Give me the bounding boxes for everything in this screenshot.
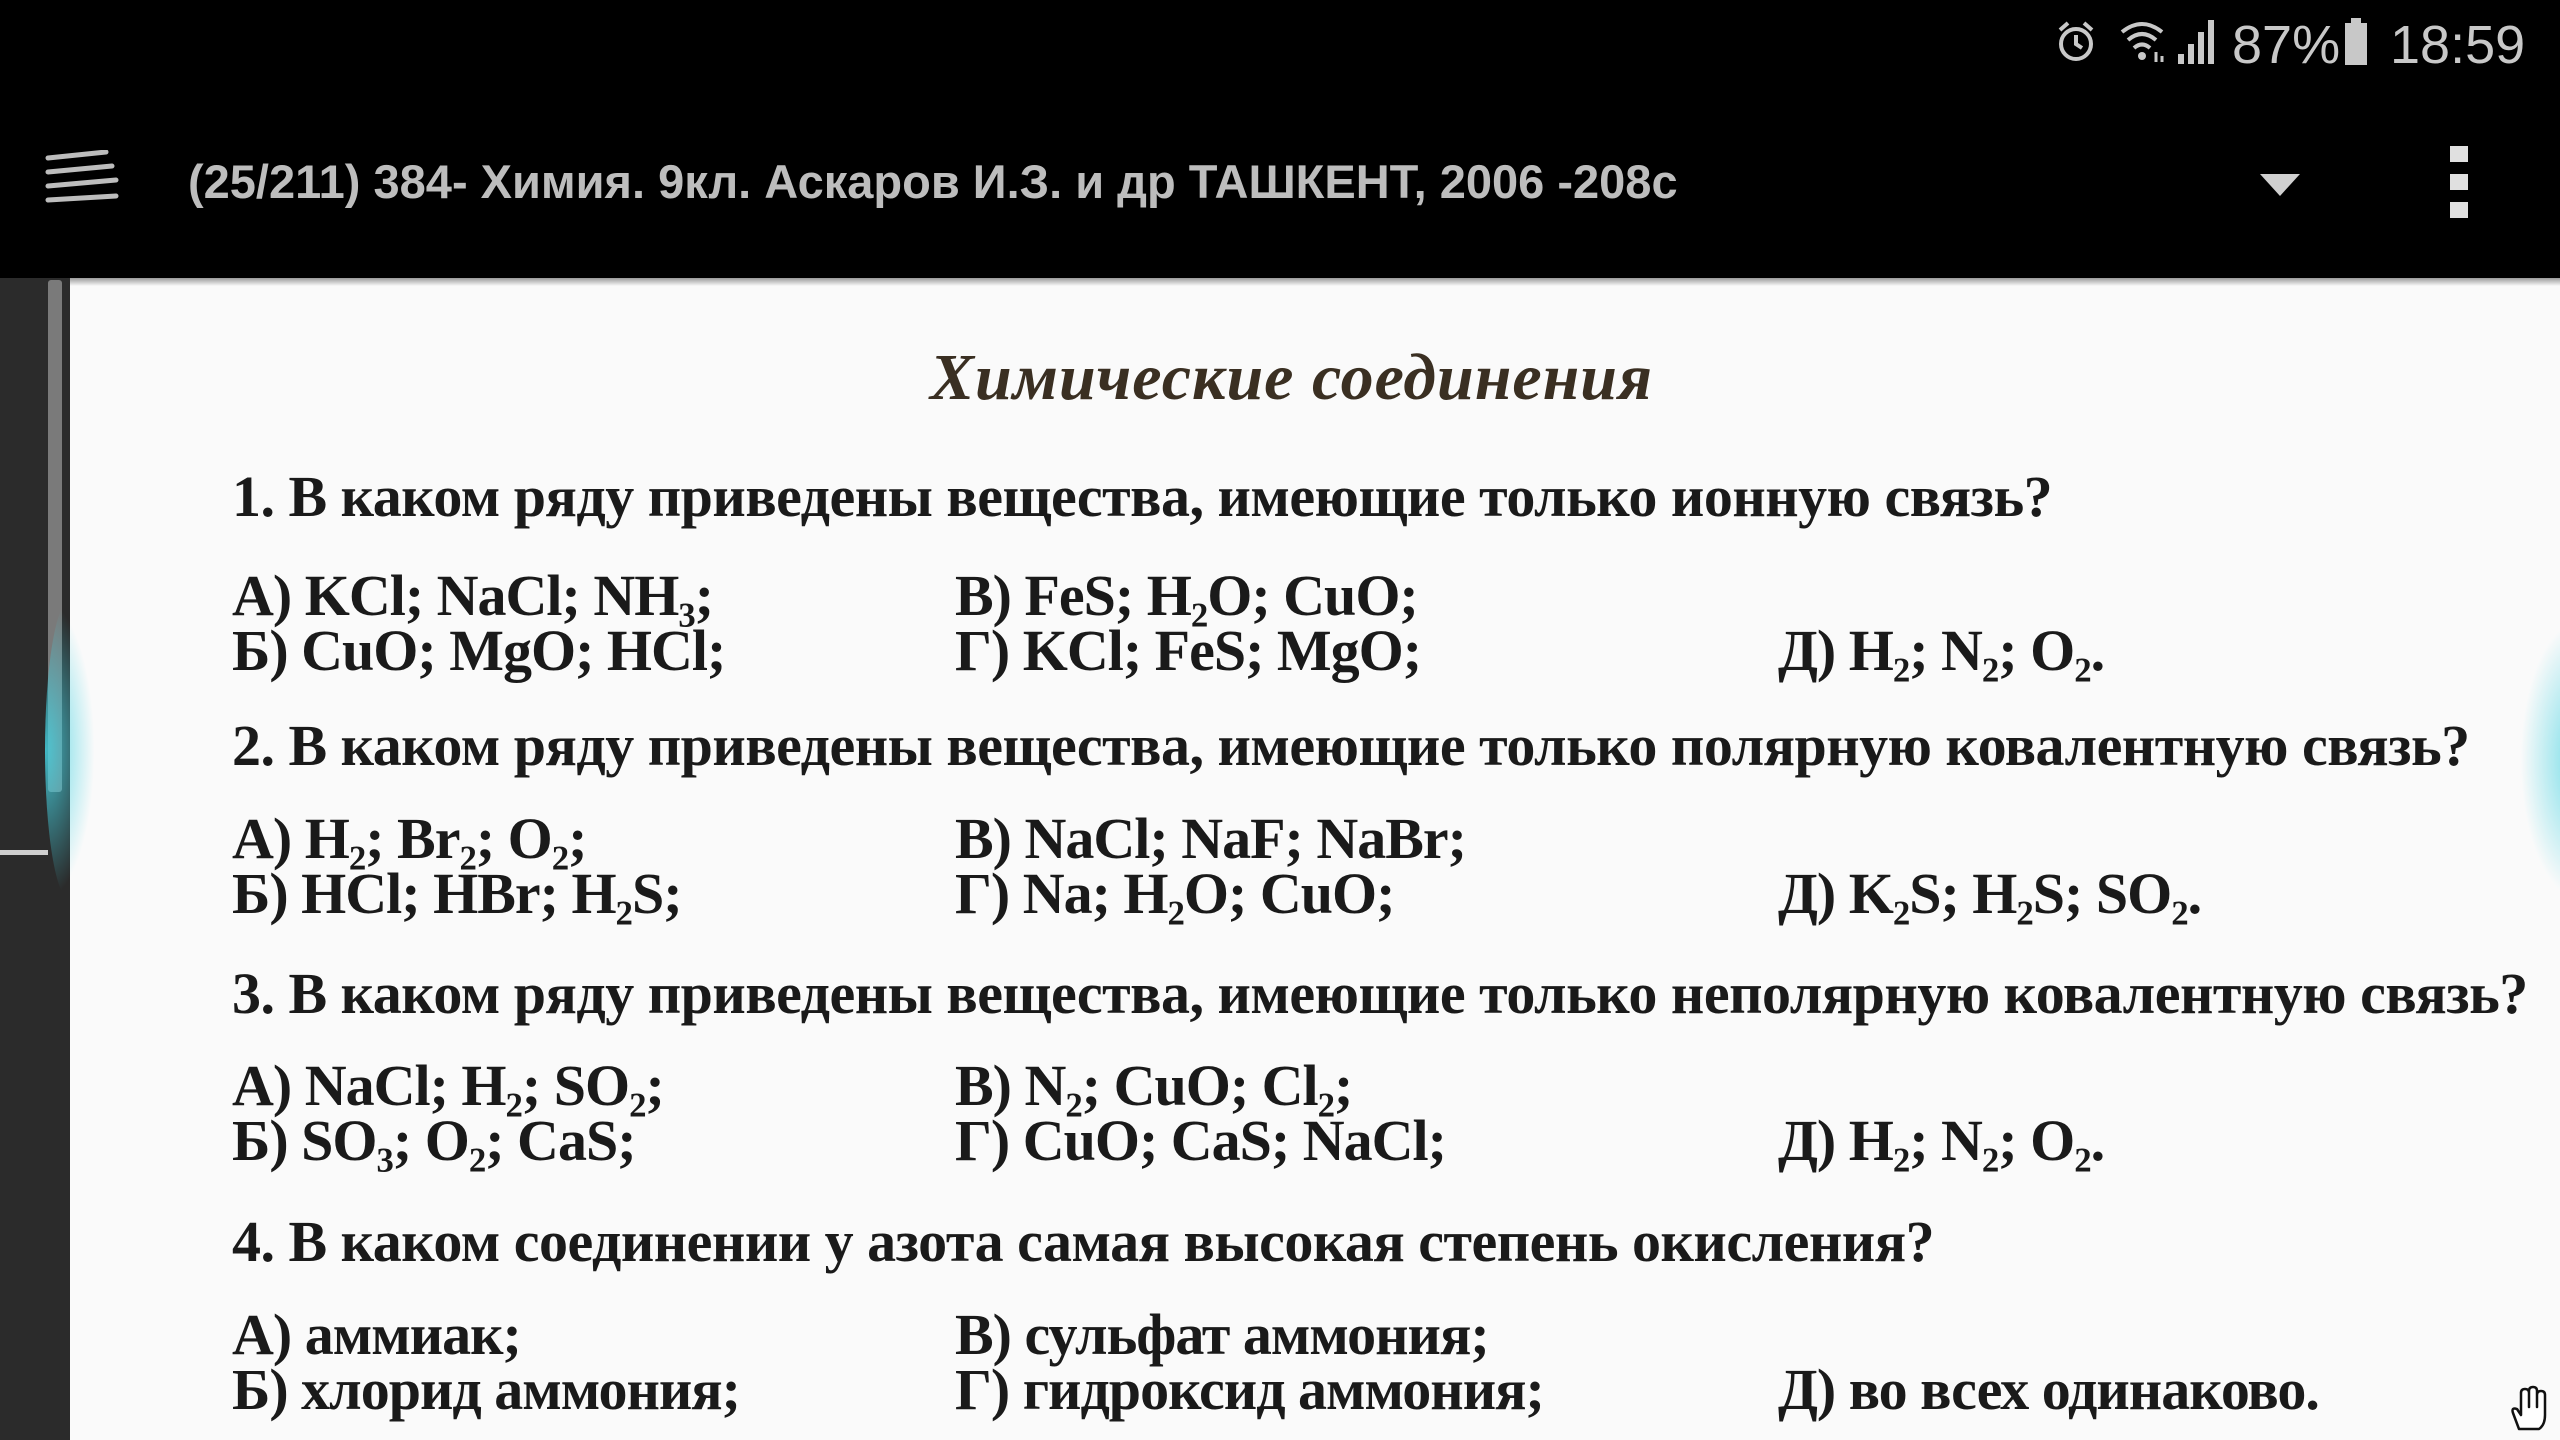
q2-option-b: Б) HCl; HBr; H₂S; [232,861,682,926]
page-shadow [70,278,2560,286]
document-title[interactable]: (25/211) 384- Химия. 9кл. Аскаров И.З. и др ТАШКЕНТ, 2006 -208с [188,155,1678,208]
battery-percent: 87% [2232,15,2341,75]
menu-lines-icon[interactable] [44,150,120,210]
clock: 18:59 [2390,15,2526,75]
question-1: 1. В каком ряду приведены вещества, имеющие только ионную связь? [232,464,2053,529]
q2-option-d: Д) K₂S; H₂S; SO₂. [1778,861,2202,926]
chapter-heading: Химические соединения [930,341,1653,414]
q2-option-v: В) NaCl; NaF; NaBr; [955,806,1466,871]
hand-cursor-icon [2505,1385,2553,1433]
alarm-icon [2054,18,2098,66]
q1-option-g: Г) KCl; FeS; MgO; [955,618,1422,683]
q4-option-g: Г) гидроксид аммония; [955,1357,1544,1422]
signal-icon [2176,18,2220,66]
question-4: 4. В каком соединении у азота самая высокая степень окисления? [232,1209,1935,1274]
status-bar [0,0,2560,90]
q4-option-v: В) сульфат аммония; [955,1302,1489,1367]
edge-glow-left [45,600,95,900]
q1-option-d: Д) H₂; N₂; O₂. [1778,618,2105,683]
q3-option-g: Г) CuO; CaS; NaCl; [955,1108,1446,1173]
question-2: 2. В каком ряду приведены вещества, имеющие только полярную ковалентную связь? [232,713,2470,778]
q4-option-d: Д) во всех одинаково. [1778,1357,2319,1422]
q1-option-b: Б) CuO; MgO; HCl; [232,618,726,683]
q2-option-g: Г) Na; H₂O; CuO; [955,861,1395,926]
more-vert-icon[interactable] [2448,144,2472,220]
q3-option-a: А) NaCl; H₂; SO₂; [232,1053,664,1118]
q4-option-a: А) аммиак; [232,1302,521,1367]
q3-option-v: В) N₂; CuO; Cl₂; [955,1053,1353,1118]
app-bar [0,90,2560,278]
dropdown-arrow-icon[interactable] [2258,172,2302,198]
q4-option-b: Б) хлорид аммония; [232,1357,740,1422]
panel-divider [0,850,48,855]
q3-option-d: Д) H₂; N₂; O₂. [1778,1108,2105,1173]
battery-icon [2343,18,2369,66]
q2-option-a: А) H₂; Br₂; O₂; [232,806,587,871]
q1-option-v: В) FeS; H₂O; CuO; [955,563,1418,628]
wifi-icon [2118,16,2166,66]
question-3: 3. В каком ряду приведены вещества, имеющие только неполярную ковалентную связь? [232,961,2528,1026]
q1-option-a: А) KCl; NaCl; NH₃; [232,563,714,628]
q3-option-b: Б) SO₃; O₂; CaS; [232,1108,636,1173]
